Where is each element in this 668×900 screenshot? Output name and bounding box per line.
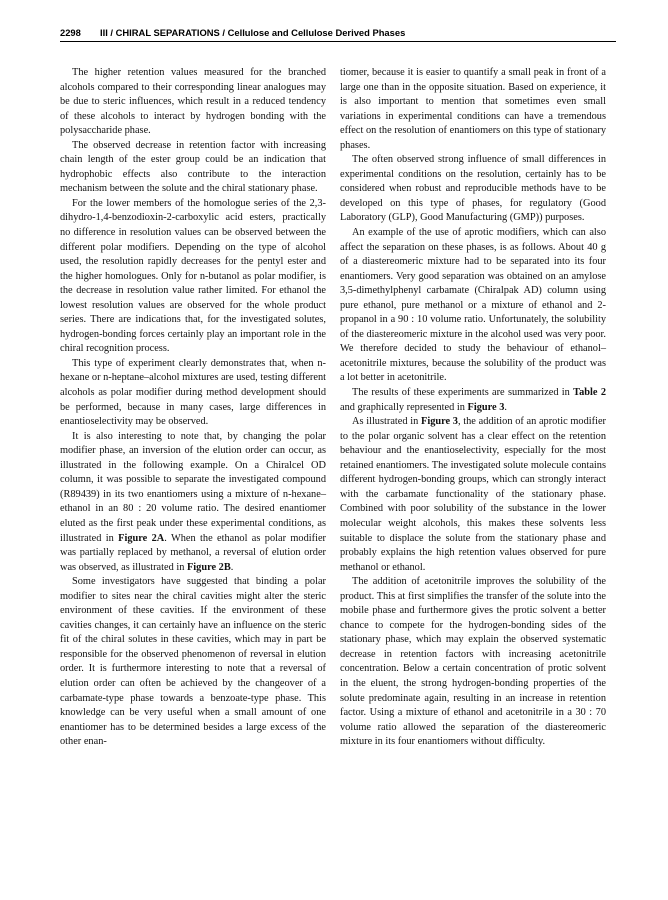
text-run: The results of these experiments are summarized in bbox=[352, 387, 570, 399]
figure-reference[interactable]: Figure 3 bbox=[467, 401, 505, 413]
paragraph: The addition of acetonitrile improves the solubility of the product. This at first simplifies the transfer of the solute into the mobile phase and furthermore gives the protic solvent a better chance to compete for the hydrogen-bonding sides of the stationary phase, which may explain the observed systematic decrease in retention factors with increasing acetonitrile concentration. Below a certain concentration of protic solvent in the eluent, the strong hydrogen-bonding properties of the solute predominate again, resulting in an increase in retention factor. Using a mixture of ethanol and acetonitrile in a 30 : 70 volume ratio allowed the separation of the diastereomeric mixture in its four enantiomers without difficulty. bbox=[340, 576, 606, 748]
text-run: , the addition of an aprotic modifier to the polar organic solvent has a clear effect on the retention behaviour and the enantioselectivity, especially for the most retained enantiomers. The investigated solute molecule contains different hydrogen-bonding groups, which can strongly interact with the carbamate functionality of the stationary phase. Combined with poor solubility of the substance in the lower molecular weight alcohols, this makes these solvents less suitable to displace the solute from the stationary phase and probably explains the high retention values observed for pure methanol or ethanol. bbox=[340, 416, 606, 573]
paragraph: tiomer, because it is easier to quantify a small peak in front of a large one than in the opposite situation. Based on experience, it is also important to mention that sometimes even small variations in experimental conditions can have a tremendous effect on the resolution of enantiomers on this type of stationary phases. bbox=[340, 67, 606, 151]
paragraph: The observed decrease in retention factor with increasing chain length of the ester group could be an indication that hydrophobic effects also contribute to the interaction mechanism between the solute and the chiral stationary phase. bbox=[60, 139, 326, 195]
text-run: As illustrated in bbox=[352, 416, 419, 428]
paragraph: The often observed strong influence of small differences in experimental conditions on the resolution, certainly has to be considered when robust and reproducible methods have to be developed on this type of phases, for regulatory (Good Laboratory (GLP), Good Manufacturing (GMP)) purposes. bbox=[340, 154, 606, 224]
running-title: III / CHIRAL SEPARATIONS / Cellulose and Cellulose Derived Phases bbox=[100, 27, 406, 38]
paragraph bbox=[60, 430, 326, 575]
text-run: . bbox=[230, 561, 234, 573]
paragraph: An example of the use of aprotic modifiers, which can also affect the separation on these phases, is as follows. About 40 g of a diastereomeric mixture had to be separated into its four enantiomers. Very good separation was obtained on an amylose 3,5-dimethylphenyl carbamate (Chiralpak AD) column using pure ethanol, pure methanol or a mixture of ethanol and 2-propanol in a 90 : 10 volume ratio. Unfortunately, the solubility of the diastereomeric mixture in the alcohol used was very poor. We therefore decided to study the behaviour of ethanol–acetonitrile mixtures, because the solubility of the product was a lot better in acetonitrile. bbox=[340, 227, 606, 384]
text-run: . bbox=[504, 401, 507, 413]
figure-reference[interactable]: Figure 2A bbox=[118, 532, 165, 544]
page-number: 2298 bbox=[60, 27, 81, 38]
left-column bbox=[60, 66, 326, 750]
paragraph: For the lower members of the homologue series of the 2,3-dihydro-1,4-benzodioxin-2-carboxylic acid esters, practically no difference in resolution values can be observed between the different polar modifiers. Depending on the type of alcohol used, the resolution rapidly decreases for the pentyl ester and the higher homologues. Only for n-butanol as polar modifier, is the decrease in resolution value rather limited. For ethanol the lowest resolution values are observed for the whole product series. There are indications that, for the investigated solutes, hydrogen-bonding forces certainly play an important role in the chiral recognition process. bbox=[60, 197, 326, 355]
text-run: . When the ethanol as polar modifier was partially replaced by methanol, a reversal of elution order was observed, as illustrated in bbox=[60, 532, 326, 573]
figure-reference[interactable]: Figure 2B bbox=[186, 561, 231, 573]
text-run: and graphically represented in bbox=[340, 401, 465, 413]
running-header bbox=[60, 19, 616, 42]
paragraph: This type of experiment clearly demonstrates that, when n-hexane or n-heptane–alcohol mixtures are used, testing different alcohols as polar modifier during method development should be performed, because in many cases, large differences in enantioselectivity may be observed. bbox=[60, 357, 326, 428]
table-reference[interactable]: Table 2 bbox=[573, 387, 606, 399]
paragraph: The higher retention values measured for the branched alcohols compared to their corresponding linear analogues may be due to steric influences, which result in a reduced tendency of these alcohols to interact by hydrogen bonding with the polysaccharide phase. bbox=[60, 67, 326, 137]
paragraph bbox=[340, 386, 606, 415]
paragraph bbox=[340, 415, 606, 575]
paragraph: Some investigators have suggested that binding a polar modifier to sites near the chiral cavities might alter the steric environment of these cavities. If the environment of these cavities changes, it can certainly have an influence on the steric fit of the chiral solutes in these cavities, which may in part be responsible for the observed phenomenon of reversal in elution order. It is furthermore interesting to note that a reversal of elution order can often be achieved by the changeover of a carbamate-type phase towards a benzoate-type phase. This knowledge can be very useful when a small amount of one enantiomer has to be determined besides a large excess of the other enan- bbox=[60, 576, 326, 748]
right-column bbox=[340, 66, 606, 750]
figure-reference[interactable]: Figure 3 bbox=[421, 416, 458, 428]
text-run: It is also interesting to note that, by changing the polar modifier phase, an inversion of the elution order can occur, as illustrated in the following example. On a Chiralcel OD column, it was possible to separate the investigated compound (R89439) in its two enantiomers using a mixture of n-hexane–ethanol in an 80 : 20 volume ratio. The desired enantiomer eluted as the first peak under these experimental conditions, as illustrated in bbox=[60, 430, 326, 544]
